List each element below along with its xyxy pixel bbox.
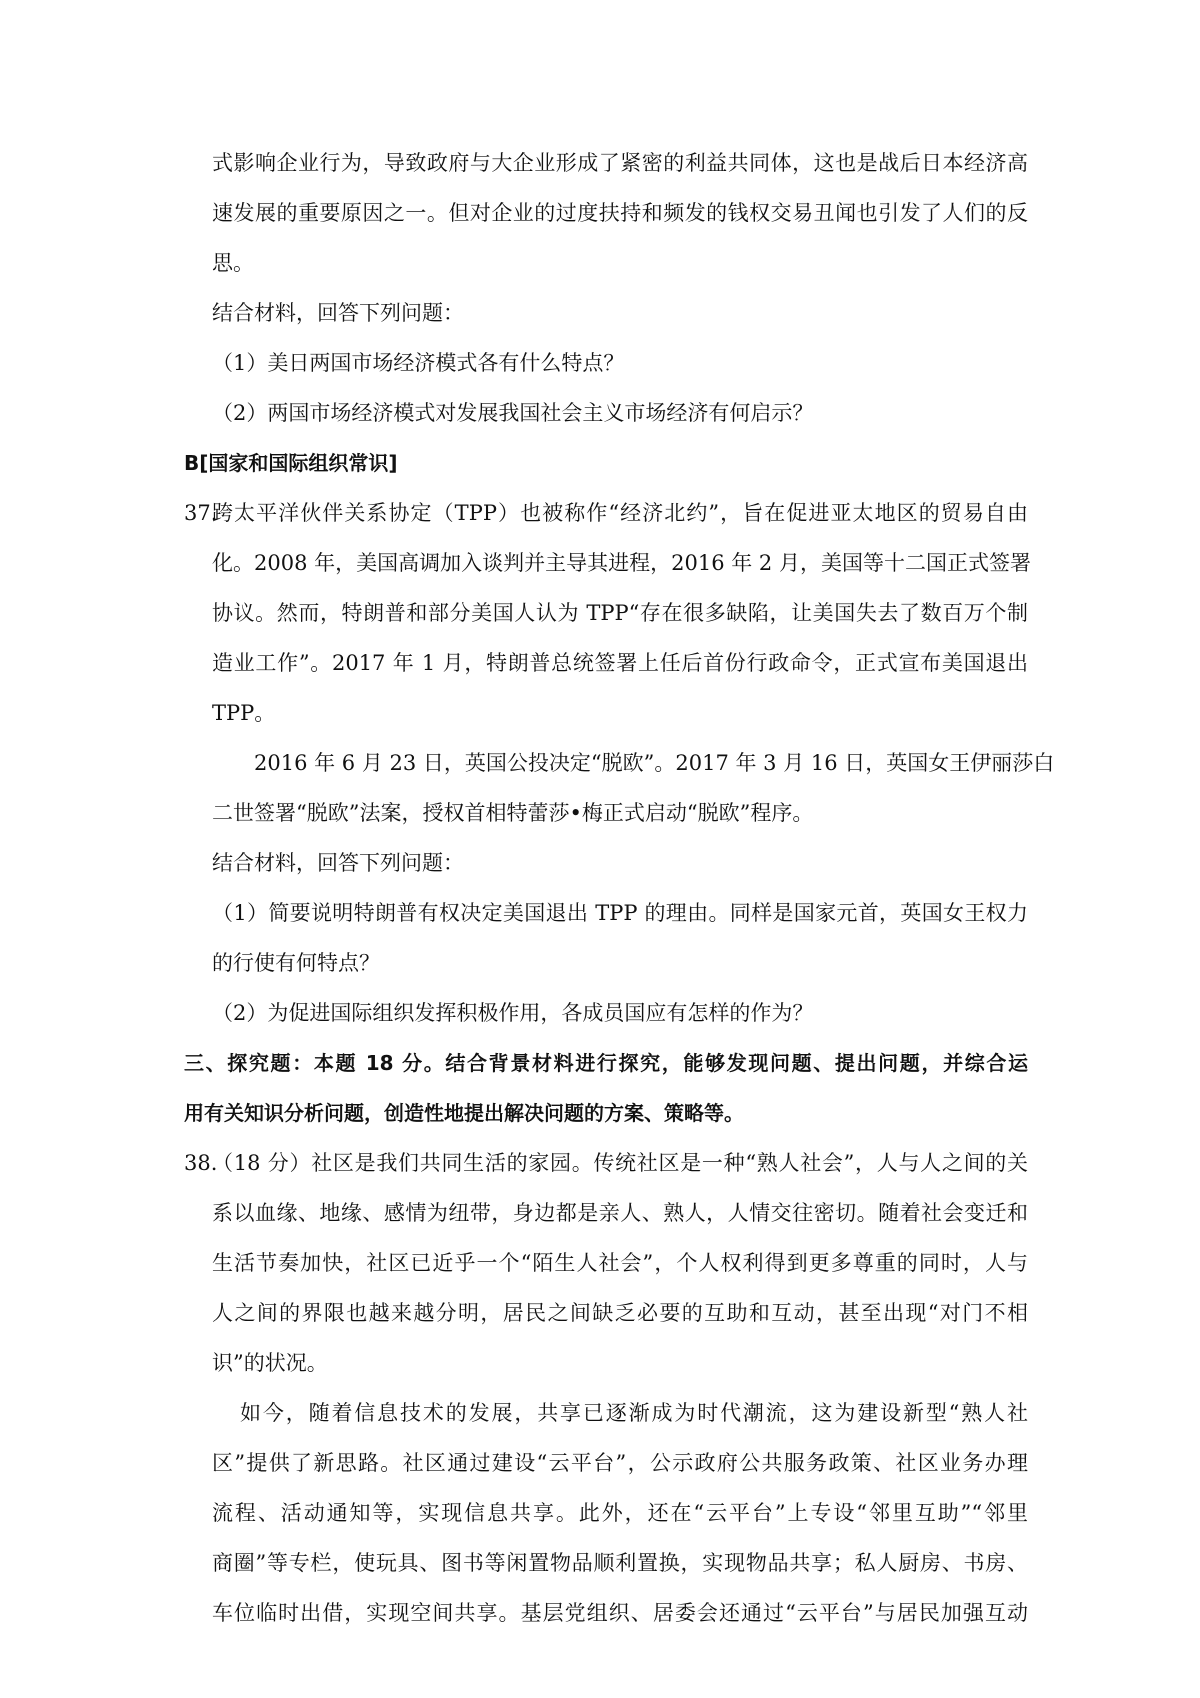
paragraph-line: 车位临时出借，实现空间共享。基层党组织、居委会还通过“云平台”与居民加强互动: [212, 1601, 1028, 1625]
paragraph-line: 速发展的重要原因之一。但对企业的过度扶持和频发的钱权交易丑闻也引发了人们的反: [212, 201, 1028, 225]
paragraph-line: 人之间的界限也越来越分明，居民之间缺乏必要的互助和互动，甚至出现“对门不相: [212, 1301, 1028, 1325]
paragraph-line: TPP。: [212, 701, 276, 725]
paragraph-line: 跨太平洋伙伴关系协定（TPP）也被称作“经济北约”，旨在促进亚太地区的贸易自由: [212, 501, 1028, 525]
paragraph-line: 如今，随着信息技术的发展，共享已逐渐成为时代潮流，这为建设新型“熟人社: [240, 1401, 1028, 1425]
paragraph-line: 造业工作”。2017 年 1 月，特朗普总统签署上任后首份行政命令，正式宣布美国退出: [212, 651, 1028, 675]
paragraph-line: 商圈”等专栏，使玩具、图书等闲置物品顺利置换，实现物品共享；私人厨房、书房、: [212, 1551, 1028, 1575]
section-heading: 三、探究题：本题 18 分。结合背景材料进行探究，能够发现问题、提出问题，并综合运: [184, 1051, 1028, 1075]
question-prompt: 结合材料，回答下列问题：: [212, 851, 464, 875]
sub-question: （1）美日两国市场经济模式各有什么特点？: [212, 351, 625, 375]
sub-question: （2）为促进国际组织发挥积极作用，各成员国应有怎样的作为？: [212, 1001, 814, 1025]
question-number: 38.: [184, 1151, 218, 1175]
question-prompt: 结合材料，回答下列问题：: [212, 301, 464, 325]
section-heading: B[国家和国际组织常识]: [184, 451, 398, 475]
paragraph-line: 流程、活动通知等，实现信息共享。此外，还在“云平台”上专设“邻里互助”“邻里: [212, 1501, 1028, 1525]
paragraph-line: 二世签署“脱欧”法案，授权首相特蕾莎•梅正式启动“脱欧”程序。: [212, 801, 814, 825]
sub-question: 的行使有何特点？: [212, 951, 380, 975]
paragraph-line: 区”提供了新思路。社区通过建设“云平台”，公示政府公共服务政策、社区业务办理: [212, 1451, 1028, 1475]
paragraph-line: 2016 年 6 月 23 日，英国公投决定“脱欧”。2017 年 3 月 16 日，英国女王伊丽莎白: [254, 751, 1055, 775]
paragraph-line: （18 分）社区是我们共同生活的家园。传统社区是一种“熟人社会”，人与人之间的关: [212, 1151, 1028, 1175]
sub-question: （2）两国市场经济模式对发展我国社会主义市场经济有何启示？: [212, 401, 814, 425]
paragraph-line: 式影响企业行为，导致政府与大企业形成了紧密的利益共同体，这也是战后日本经济高: [212, 151, 1028, 175]
question-number: 37.: [184, 501, 218, 525]
paragraph-line: 生活节奏加快，社区已近乎一个“陌生人社会”，个人权利得到更多尊重的同时，人与: [212, 1251, 1028, 1275]
sub-question: （1）简要说明特朗普有权决定美国退出 TPP 的理由。同样是国家元首，英国女王权力: [212, 901, 1028, 925]
paragraph-line: 系以血缘、地缘、感情为纽带，身边都是亲人、熟人，人情交往密切。随着社会变迁和: [212, 1201, 1028, 1225]
paragraph-line: 协议。然而，特朗普和部分美国人认为 TPP“存在很多缺陷，让美国失去了数百万个制: [212, 601, 1028, 625]
section-heading: 用有关知识分析问题，创造性地提出解决问题的方案、策略等。: [184, 1101, 744, 1125]
paragraph-line: 化。2008 年，美国高调加入谈判并主导其进程，2016 年 2 月，美国等十二国正式签署: [212, 551, 1031, 575]
paragraph-line: 识”的状况。: [212, 1351, 328, 1375]
paragraph-line: 思。: [212, 251, 254, 275]
